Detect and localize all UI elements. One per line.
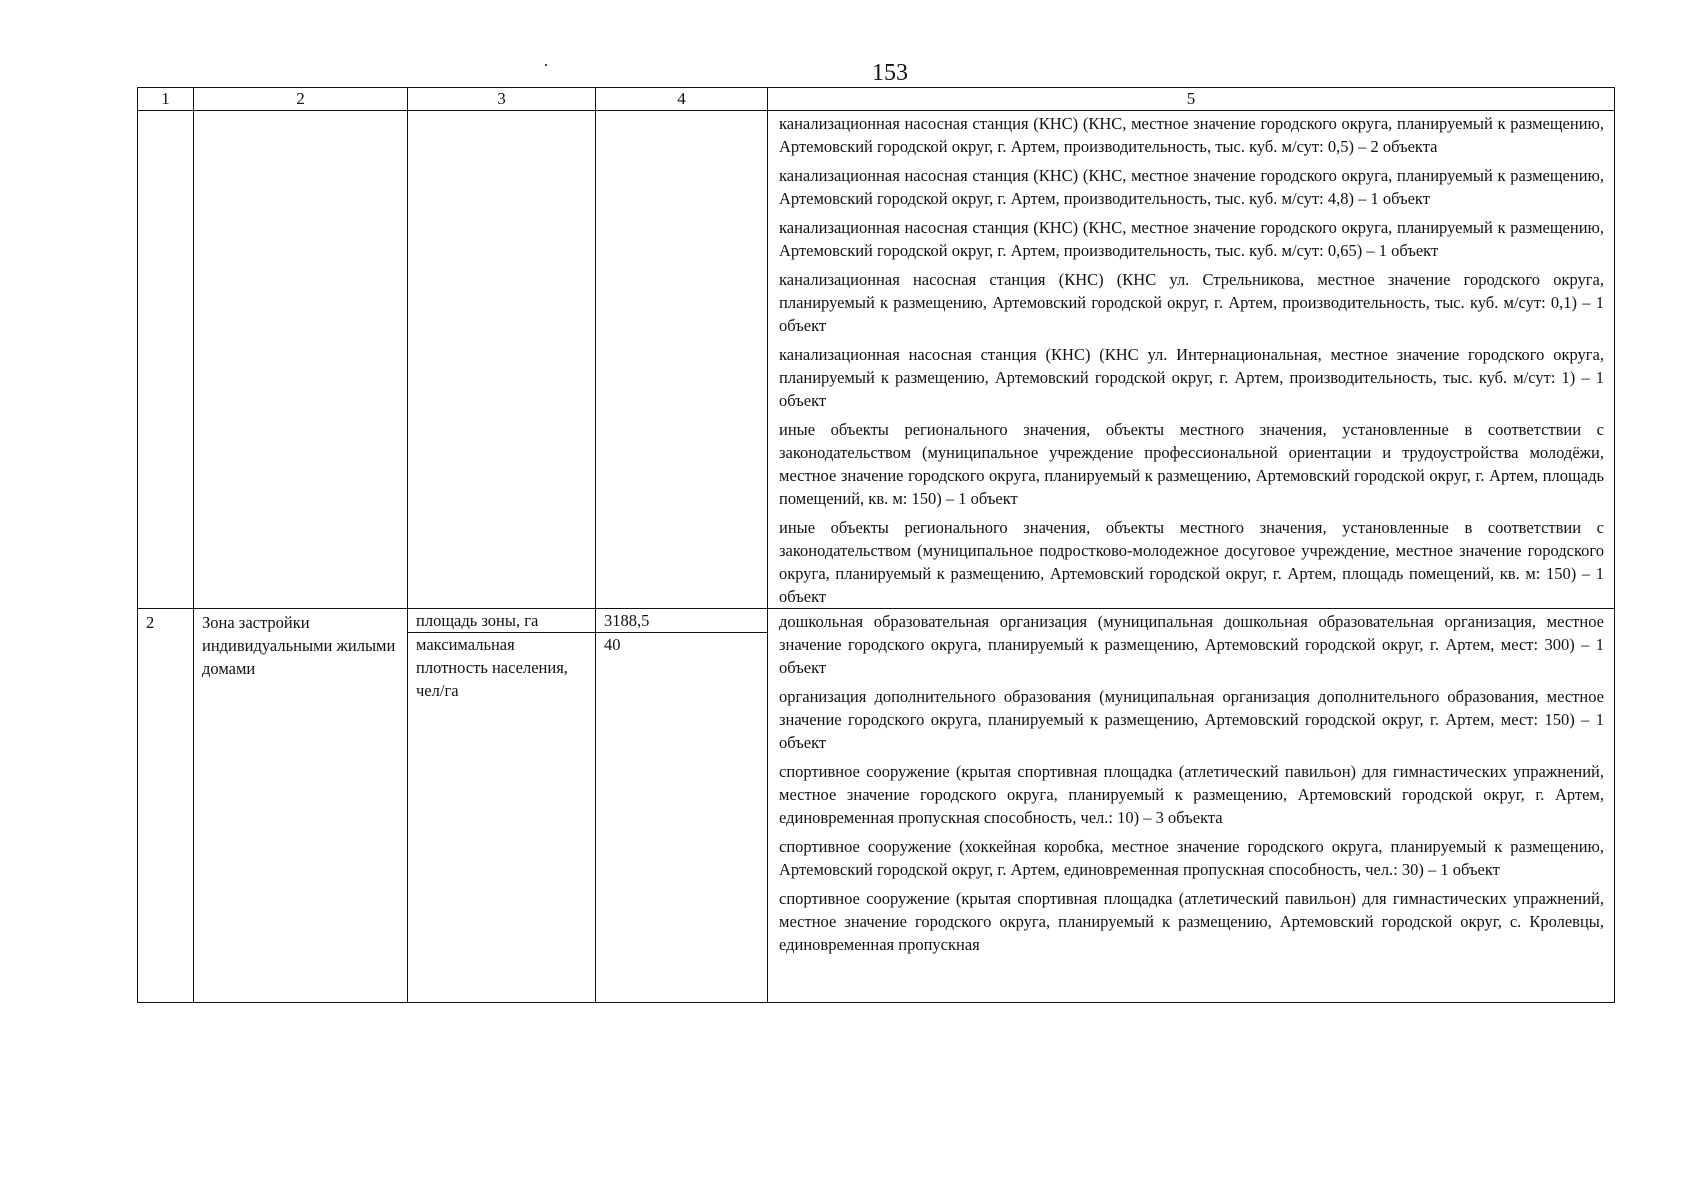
row1-zone-cell: [194, 111, 408, 609]
param-value-density: 40: [604, 635, 621, 654]
param-value-area: 3188,5: [596, 609, 767, 633]
header-col-1: 1: [138, 88, 194, 111]
param-labels-cell: [408, 609, 596, 1003]
param-label-area: площадь зоны, га: [408, 609, 595, 633]
object-entry: дошкольная образовательная организация (муниципальная дошкольная образовательная организация, местное значение городского округа, планируемый к размещению, Артемовский городской округ, г. Артем, мест: 300) – 1 объект: [779, 612, 1604, 677]
object-entry: канализационная насосная станция (КНС) (КНС, местное значение городского округа, планируемый к размещению, Артемовский городской округ, г. Артем, производительность, тыс. куб. м/сут: 0,5) – 2 объекта: [779, 114, 1604, 156]
header-col-4: 4: [596, 88, 768, 111]
param-label-density: максимальная плотность населения, чел/га: [416, 635, 568, 700]
object-entry: канализационная насосная станция (КНС) (КНС, местное значение городского округа, планируемый к размещению, Артемовский городской округ, г. Артем, производительность, тыс. куб. м/сут: 0,65) – 1 объект: [779, 218, 1604, 260]
row1-number-cell: [138, 111, 194, 609]
param-values-cell: [596, 609, 768, 1003]
object-entry: канализационная насосная станция (КНС) (КНС ул. Стрельникова, местное значение городского округа, планируемый к размещению, Артемовский городской округ, г. Артем, производительность, тыс. куб. м/сут: 0,1) – 1 объект: [779, 270, 1604, 335]
scan-speck: [545, 64, 547, 66]
header-col-5: 5: [768, 88, 1615, 111]
object-entry: иные объекты регионального значения, объекты местного значения, установленные в соответствии с законодательством (муниципальное учреждение профессиональной ориентации и трудоустройства молодёжи, местное значение городского округа, планируемый к размещению, Артемовский городской округ, г. Артем, площадь помещений, кв. м: 150) – 1 объект: [779, 420, 1604, 508]
object-entry: спортивное сооружение (хоккейная коробка, местное значение городского округа, планируемый к размещению, Артемовский городской округ, г. Артем, единовременная пропускная способность, чел.: 30) – 1 объект: [779, 837, 1604, 879]
object-entry: канализационная насосная станция (КНС) (КНС ул. Интернациональная, местное значение городского округа, планируемый к размещению, Артемовский городской округ, г. Артем, производительность, тыс. куб. м/сут: 1) – 1 объект: [779, 345, 1604, 410]
row2-objects-cell: [768, 609, 1615, 1003]
row1-value-cell: [596, 111, 768, 609]
object-entry: спортивное сооружение (крытая спортивная площадка (атлетический павильон) для гимнастических упражнений, местное значение городского округа, планируемый к размещению, Артемовский городской округ, г. Артем, единовременная пропускная способность, чел.: 10) – 3 объекта: [779, 762, 1604, 827]
object-entry: канализационная насосная станция (КНС) (КНС, местное значение городского округа, планируемый к размещению, Артемовский городской округ, г. Артем, производительность, тыс. куб. м/сут: 4,8) – 1 объект: [779, 166, 1604, 208]
header-col-2: 2: [194, 88, 408, 111]
header-row: [138, 88, 1615, 111]
header-col-3: 3: [408, 88, 596, 111]
object-entry: иные объекты регионального значения, объекты местного значения, установленные в соответствии с законодательством (муниципальное подростково-молодежное досуговое учреждение, местное значение городского округа, планируемый к размещению, Артемовский городской округ, г. Артем, площадь помещений, кв. м: 150) – 1 объект: [779, 518, 1604, 606]
zone-name: Зона застройки индивидуальными жилыми домами: [194, 609, 408, 1003]
table-row-zone-2: [138, 609, 1615, 1003]
table-row-continued: [138, 111, 1615, 609]
object-entry: спортивное сооружение (крытая спортивная площадка (атлетический павильон) для гимнастических упражнений, местное значение городского округа, планируемый к размещению, Артемовский городской округ, с. Кролевцы, единовременная пропускная: [779, 889, 1604, 954]
row1-param-cell: [408, 111, 596, 609]
zones-table: [137, 87, 1615, 1003]
object-entry: организация дополнительного образования (муниципальная организация дополнительного образования, местное значение городского округа, планируемый к размещению, Артемовский городской округ, г. Артем, мест: 150) – 1 объект: [779, 687, 1604, 752]
objects-clip: [779, 610, 1604, 1002]
page-number: 153: [872, 60, 908, 86]
row-number: 2: [138, 609, 194, 1003]
row1-objects-cell: [768, 111, 1615, 609]
